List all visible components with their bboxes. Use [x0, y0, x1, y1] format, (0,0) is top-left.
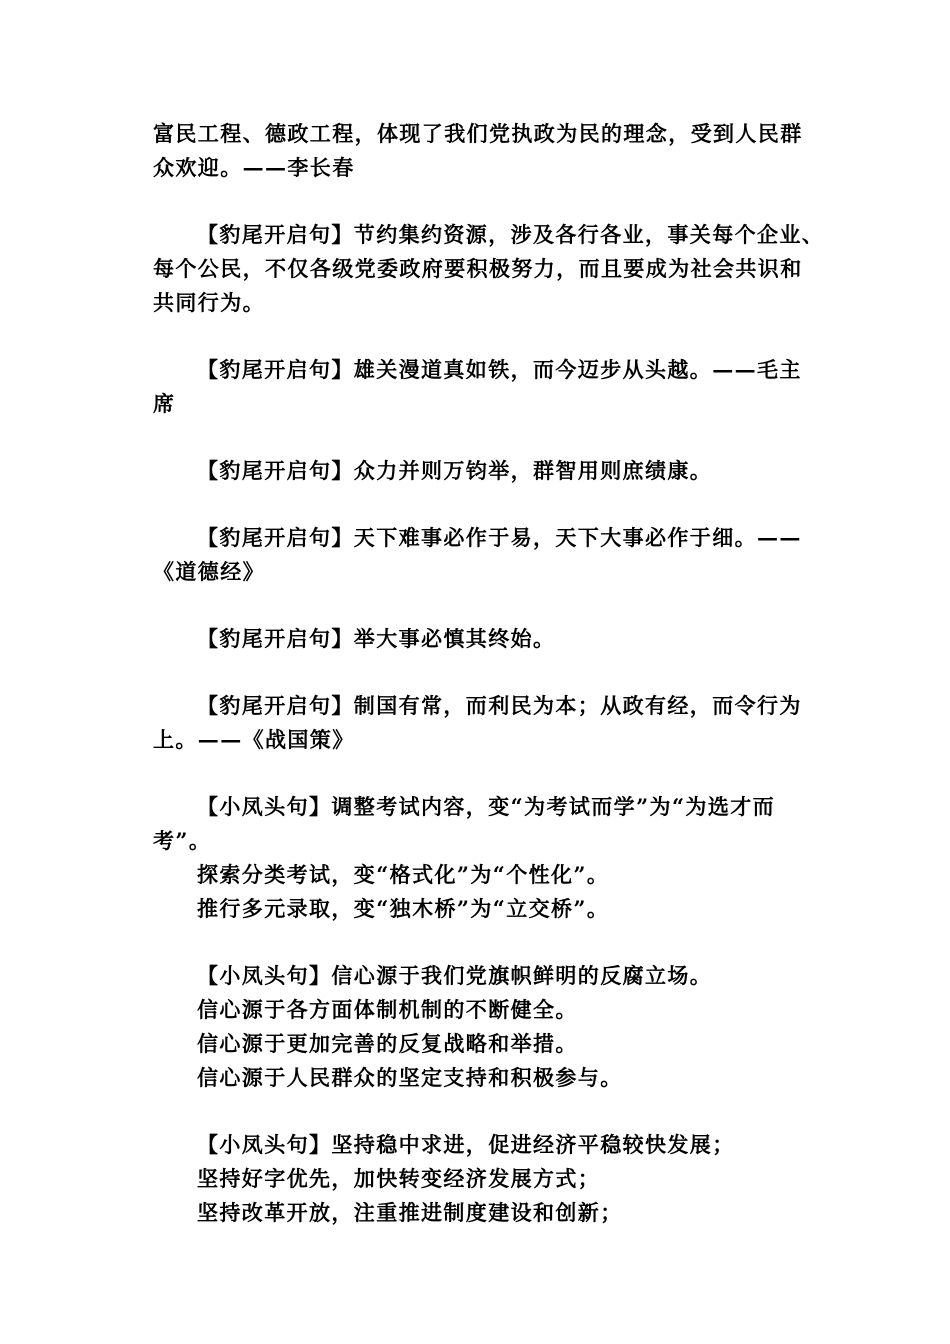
text-line: 【豹尾开启句】制国有常，而利民为本；从政有经，而令行为 [197, 693, 802, 718]
text-line: 【豹尾开启句】节约集约资源，涉及各行各业，事关每个企业、 [197, 222, 825, 247]
text-line: 坚持改革开放，注重推进制度建设和创新； [197, 1200, 623, 1225]
text-line: 共同行为。 [153, 290, 265, 315]
paragraph-7 [153, 689, 805, 757]
text-line: 【豹尾开启句】天下难事必作于易，天下大事必作于细。—— [197, 525, 802, 550]
text-line: 席 [153, 391, 176, 416]
text-line: 考”。 [153, 828, 212, 853]
text-line: 众欢迎。——李长春 [153, 155, 355, 180]
paragraph-6 [153, 622, 805, 656]
paragraph-2 [153, 218, 825, 320]
text-line: 推行多元录取，变“独木桥”为“立交桥”。 [197, 896, 610, 921]
text-line: 探索分类考试，变“格式化”为“个性化”。 [197, 862, 610, 887]
text-line: 【豹尾开启句】众力并则万钧举，群智用则庶绩康。 [197, 458, 713, 483]
text-line: 信心源于人民群众的坚定支持和积极参与。 [197, 1065, 623, 1090]
text-line: 【小凤头句】信心源于我们党旗帜鲜明的反腐立场。 [197, 963, 713, 988]
paragraph-10 [153, 1128, 805, 1230]
paragraph-4 [153, 454, 805, 488]
text-line: 富民工程、德政工程，体现了我们党执政为民的理念，受到人民群 [153, 121, 803, 146]
paragraph-5 [153, 521, 805, 589]
paragraph-8 [153, 790, 805, 926]
text-line: 信心源于更加完善的反复战略和举措。 [197, 1031, 578, 1056]
text-line: 信心源于各方面体制机制的不断健全。 [197, 997, 578, 1022]
text-line: 上。——《战国策》 [153, 727, 355, 752]
text-line: 【小凤头句】调整考试内容，变“为考试而学”为“为选才而 [197, 794, 776, 819]
paragraph-1 [153, 117, 805, 185]
text-line: 每个公民，不仅各级党委政府要积极努力，而且要成为社会共识和 [153, 256, 803, 281]
text-line: 《道德经》 [153, 559, 265, 584]
paragraph-3 [153, 353, 805, 421]
paragraph-9 [153, 959, 805, 1095]
text-line: 【豹尾开启句】雄关漫道真如铁，而今迈步从头越。——毛主 [197, 357, 802, 382]
text-line: 【豹尾开启句】举大事必慎其终始。 [197, 626, 556, 651]
document-page [153, 117, 825, 1263]
text-line: 【小凤头句】坚持稳中求进，促进经济平稳较快发展； [197, 1132, 735, 1157]
text-line: 坚持好字优先，加快转变经济发展方式； [197, 1166, 601, 1191]
